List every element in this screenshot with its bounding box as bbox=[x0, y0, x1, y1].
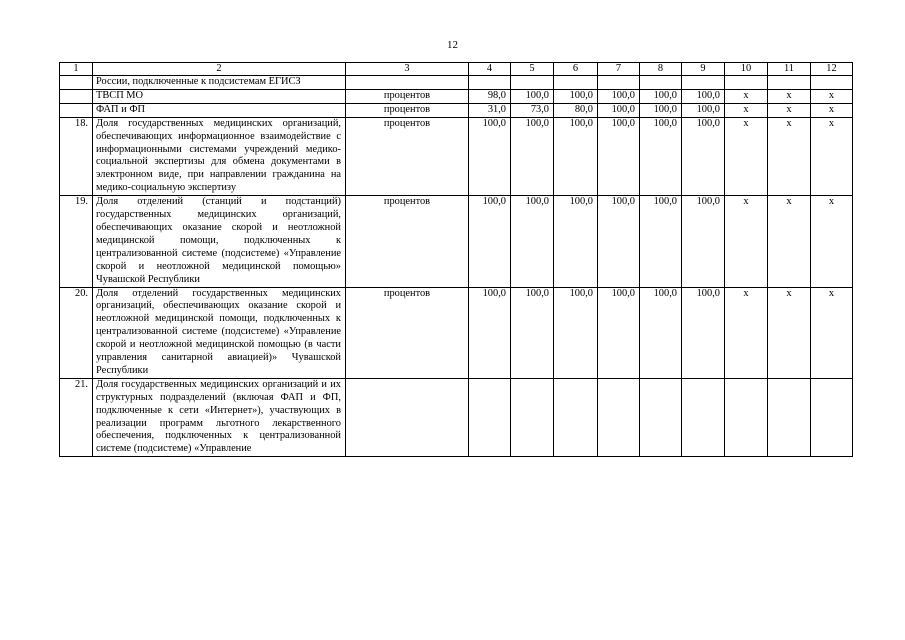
value-cell: 100,0 bbox=[640, 117, 682, 195]
table-header-row bbox=[60, 63, 853, 76]
value-cell: 100,0 bbox=[511, 196, 554, 287]
mark-cell: х bbox=[811, 89, 853, 103]
value-cell bbox=[682, 76, 725, 90]
value-cell bbox=[554, 378, 598, 456]
column-header: 11 bbox=[768, 63, 811, 76]
value-cell bbox=[554, 76, 598, 90]
value-cell: 98,0 bbox=[469, 89, 511, 103]
value-cell: 80,0 bbox=[554, 103, 598, 117]
value-cell: 100,0 bbox=[682, 103, 725, 117]
mark-cell bbox=[725, 76, 768, 90]
column-header: 5 bbox=[511, 63, 554, 76]
mark-cell: х bbox=[811, 287, 853, 378]
value-cell bbox=[598, 76, 640, 90]
column-header: 6 bbox=[554, 63, 598, 76]
row-number-cell: 18. bbox=[60, 117, 93, 195]
value-cell bbox=[511, 76, 554, 90]
value-cell: 100,0 bbox=[598, 196, 640, 287]
value-cell bbox=[511, 378, 554, 456]
table-row bbox=[60, 89, 853, 103]
value-cell: 100,0 bbox=[554, 89, 598, 103]
unit-cell bbox=[346, 378, 469, 456]
indicator-name-cell: ТВСП МО bbox=[93, 89, 346, 103]
table-row bbox=[60, 287, 853, 378]
mark-cell: х bbox=[768, 287, 811, 378]
mark-cell: х bbox=[811, 117, 853, 195]
indicator-name-cell: Доля государственных медицинских организаций и их структурных подразделений (включая ФАП и ФП, подключенные к сети «Интернет»), участвующих в реализации программ льготного лекарственного обеспечения, подключенных к централизованной системе (подсистеме) «Управление bbox=[93, 378, 346, 456]
indicator-table bbox=[59, 62, 853, 457]
mark-cell: х bbox=[725, 196, 768, 287]
value-cell bbox=[598, 378, 640, 456]
indicator-name-cell: России, подключенные к подсистемам ЕГИСЗ bbox=[93, 76, 346, 90]
indicator-name-cell: Доля государственных медицинских организаций, обеспечивающих информационное взаимодействие с информационными системами учреждений медико-социальной экспертизы для обмена документами в электронном виде, при направлении гражданина на медико-социальную экспертизу bbox=[93, 117, 346, 195]
indicator-name-cell: Доля отделений (станций и подстанций) государственных медицинских организаций, обеспечивающих оказание скорой и неотложной медицинской помощи, подключенных к централизованной системе (подсистеме) «Управление скорой и неотложной медицинской помощью» Чувашской Республики bbox=[93, 196, 346, 287]
table-row bbox=[60, 378, 853, 456]
value-cell bbox=[640, 378, 682, 456]
value-cell: 100,0 bbox=[640, 103, 682, 117]
mark-cell: х bbox=[768, 89, 811, 103]
mark-cell: х bbox=[811, 196, 853, 287]
mark-cell bbox=[811, 378, 853, 456]
unit-cell: процентов bbox=[346, 117, 469, 195]
unit-cell: процентов bbox=[346, 196, 469, 287]
column-header: 9 bbox=[682, 63, 725, 76]
indicator-name-cell: Доля отделений государственных медицинских организаций, обеспечивающих оказание скорой и неотложной медицинской помощи, подключенных к централизованной системе (подсистеме) «Управление скорой и неотложной медицинской помощью (в части управления санитарной авиацией)» Чувашской Республики bbox=[93, 287, 346, 378]
value-cell: 100,0 bbox=[598, 117, 640, 195]
mark-cell: х bbox=[768, 196, 811, 287]
value-cell bbox=[469, 76, 511, 90]
value-cell: 73,0 bbox=[511, 103, 554, 117]
mark-cell: х bbox=[725, 103, 768, 117]
value-cell: 100,0 bbox=[682, 196, 725, 287]
value-cell: 100,0 bbox=[469, 117, 511, 195]
unit-cell: процентов bbox=[346, 287, 469, 378]
value-cell: 100,0 bbox=[682, 287, 725, 378]
value-cell: 31,0 bbox=[469, 103, 511, 117]
mark-cell: х bbox=[725, 287, 768, 378]
value-cell bbox=[640, 76, 682, 90]
value-cell: 100,0 bbox=[554, 287, 598, 378]
row-number-cell bbox=[60, 76, 93, 90]
column-header: 10 bbox=[725, 63, 768, 76]
value-cell bbox=[469, 378, 511, 456]
mark-cell: х bbox=[811, 103, 853, 117]
row-number-cell bbox=[60, 103, 93, 117]
column-header: 1 bbox=[60, 63, 93, 76]
unit-cell: процентов bbox=[346, 103, 469, 117]
mark-cell: х bbox=[768, 117, 811, 195]
column-header: 4 bbox=[469, 63, 511, 76]
row-number-cell: 20. bbox=[60, 287, 93, 378]
table-row bbox=[60, 117, 853, 195]
column-header: 8 bbox=[640, 63, 682, 76]
value-cell: 100,0 bbox=[640, 89, 682, 103]
value-cell: 100,0 bbox=[640, 196, 682, 287]
column-header: 7 bbox=[598, 63, 640, 76]
mark-cell bbox=[811, 76, 853, 90]
value-cell: 100,0 bbox=[511, 117, 554, 195]
table-row bbox=[60, 76, 853, 90]
row-number-cell: 19. bbox=[60, 196, 93, 287]
mark-cell bbox=[768, 378, 811, 456]
mark-cell: х bbox=[768, 103, 811, 117]
column-header: 3 bbox=[346, 63, 469, 76]
value-cell: 100,0 bbox=[469, 196, 511, 287]
value-cell: 100,0 bbox=[598, 103, 640, 117]
value-cell: 100,0 bbox=[598, 287, 640, 378]
value-cell: 100,0 bbox=[554, 196, 598, 287]
value-cell: 100,0 bbox=[640, 287, 682, 378]
value-cell: 100,0 bbox=[598, 89, 640, 103]
indicator-name-cell: ФАП и ФП bbox=[93, 103, 346, 117]
row-number-cell: 21. bbox=[60, 378, 93, 456]
row-number-cell bbox=[60, 89, 93, 103]
mark-cell: х bbox=[725, 89, 768, 103]
value-cell: 100,0 bbox=[682, 117, 725, 195]
value-cell: 100,0 bbox=[682, 89, 725, 103]
value-cell: 100,0 bbox=[511, 89, 554, 103]
mark-cell bbox=[725, 378, 768, 456]
table-row bbox=[60, 103, 853, 117]
table-row bbox=[60, 196, 853, 287]
column-header: 2 bbox=[93, 63, 346, 76]
mark-cell: х bbox=[725, 117, 768, 195]
column-header: 12 bbox=[811, 63, 853, 76]
value-cell bbox=[682, 378, 725, 456]
mark-cell bbox=[768, 76, 811, 90]
value-cell: 100,0 bbox=[554, 117, 598, 195]
value-cell: 100,0 bbox=[469, 287, 511, 378]
page-number: 12 bbox=[447, 39, 458, 51]
value-cell: 100,0 bbox=[511, 287, 554, 378]
unit-cell: процентов bbox=[346, 89, 469, 103]
unit-cell bbox=[346, 76, 469, 90]
